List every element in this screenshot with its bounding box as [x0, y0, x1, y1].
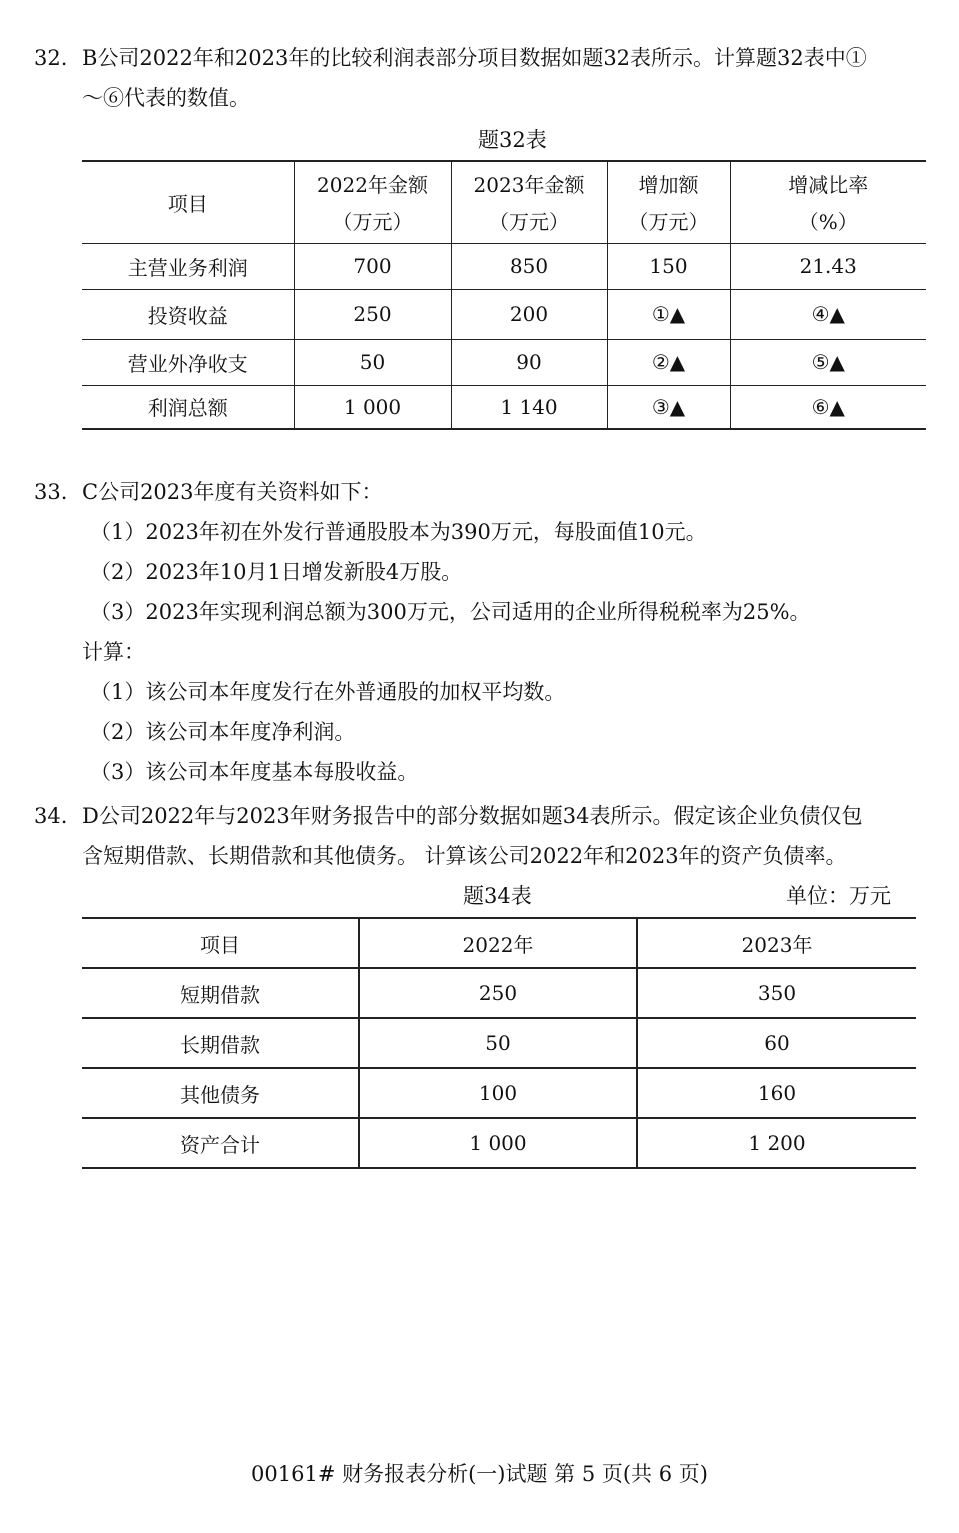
calc-item: （1）该公司本年度发行在外普通股的加权平均数。: [90, 680, 566, 704]
table-row: [82, 339, 926, 385]
question-text-line: ～⑥代表的数值。: [82, 86, 250, 110]
cell-rate: ④▲: [730, 289, 926, 339]
cell-item: 投资收益: [82, 289, 294, 339]
cell-2023: 1 140: [451, 385, 607, 429]
header-2022-title: 2022年金额: [317, 173, 428, 198]
calc-item: （2）该公司本年度净利润。: [90, 720, 356, 744]
header-2023-title: 2023年金额: [473, 173, 585, 198]
header-rate-title: 增减比率: [788, 173, 869, 198]
table-32-caption: 题32表: [478, 128, 547, 152]
question-32: [34, 38, 929, 118]
page-footer: 00161# 财务报表分析(一)试题 第 5 页(共 6 页): [251, 1462, 708, 1486]
question-text-line: 含短期借款、长期借款和其他债务。 计算该公司2022年和2023年的资产负债率。: [82, 844, 847, 868]
table-row: [82, 1018, 916, 1068]
cell-2023: 60: [637, 1018, 916, 1068]
table-34: [82, 917, 916, 1169]
cell-2023: 160: [637, 1068, 916, 1118]
question-number: 32.: [34, 46, 68, 70]
given-item: （3）2023年实现利润总额为300万元，公司适用的企业所得税税率为25%。: [90, 600, 811, 624]
table-row: [82, 1068, 916, 1118]
question-text-line: D公司2022年与2023年财务报告中的部分数据如题34表所示。假定该企业负债仅包: [82, 804, 863, 828]
cell-2023: 1 200: [637, 1118, 916, 1168]
cell-item: 其他债务: [82, 1068, 359, 1118]
cell-2023: 850: [451, 243, 607, 289]
given-item: （1）2023年初在外发行普通股股本为390万元，每股面值10元。: [90, 520, 707, 544]
header-item: 项目: [82, 161, 294, 243]
header-item: 项目: [82, 918, 359, 968]
header-rate: [730, 161, 926, 243]
header-2023: 2023年: [637, 918, 916, 968]
cell-2023: 350: [637, 968, 916, 1018]
question-33: [34, 472, 929, 792]
cell-2022: 700: [294, 243, 451, 289]
question-number: 34.: [34, 804, 68, 828]
cell-increase: 150: [607, 243, 730, 289]
table-row: [82, 243, 926, 289]
cell-item: 利润总额: [82, 385, 294, 429]
question-text: [82, 796, 929, 876]
table-row: [82, 385, 926, 429]
cell-2022: 250: [294, 289, 451, 339]
cell-rate: ⑥▲: [730, 385, 926, 429]
cell-2022: 50: [294, 339, 451, 385]
cell-item: 资产合计: [82, 1118, 359, 1168]
cell-rate: 21.43: [730, 243, 926, 289]
question-number: 33.: [34, 480, 68, 504]
table-34-caption: 题34表: [463, 884, 532, 908]
table-32: [82, 160, 926, 430]
header-increase-title: 增加额: [638, 173, 699, 198]
cell-2022: 50: [359, 1018, 637, 1068]
cell-item: 短期借款: [82, 968, 359, 1018]
cell-item: 主营业务利润: [82, 243, 294, 289]
table-row: [82, 968, 916, 1018]
question-text-line: B公司2022年和2023年的比较利润表部分项目数据如题32表所示。计算题32表中①: [82, 46, 867, 70]
table-row: [82, 289, 926, 339]
cell-increase: ③▲: [607, 385, 730, 429]
table-row: [82, 1118, 916, 1168]
cell-item: 长期借款: [82, 1018, 359, 1068]
header-2023-unit: （万元）: [489, 210, 569, 235]
header-2022: 2022年: [359, 918, 637, 968]
header-2023: [451, 161, 607, 243]
question-text: [82, 38, 929, 118]
cell-2022: 1 000: [359, 1118, 637, 1168]
table-34-unit: 单位：万元: [786, 884, 891, 908]
given-item: （2）2023年10月1日增发新股4万股。: [90, 560, 463, 584]
cell-2022: 100: [359, 1068, 637, 1118]
cell-2023: 90: [451, 339, 607, 385]
cell-item: 营业外净收支: [82, 339, 294, 385]
cell-increase: ②▲: [607, 339, 730, 385]
cell-2022: 250: [359, 968, 637, 1018]
question-intro: C公司2023年度有关资料如下：: [82, 480, 383, 504]
header-increase: [607, 161, 730, 243]
cell-2023: 200: [451, 289, 607, 339]
calc-label: 计算：: [82, 640, 145, 664]
calc-item: （3）该公司本年度基本每股收益。: [90, 760, 419, 784]
question-text: [82, 472, 929, 792]
cell-increase: ①▲: [607, 289, 730, 339]
question-34: [34, 796, 929, 876]
header-rate-unit: （%）: [798, 210, 858, 235]
header-increase-unit: （万元）: [628, 210, 709, 235]
cell-rate: ⑤▲: [730, 339, 926, 385]
cell-2022: 1 000: [294, 385, 451, 429]
table-header-row: [82, 918, 916, 968]
header-2022-unit: （万元）: [332, 210, 413, 235]
table-header-row: [82, 161, 926, 243]
header-2022: [294, 161, 451, 243]
